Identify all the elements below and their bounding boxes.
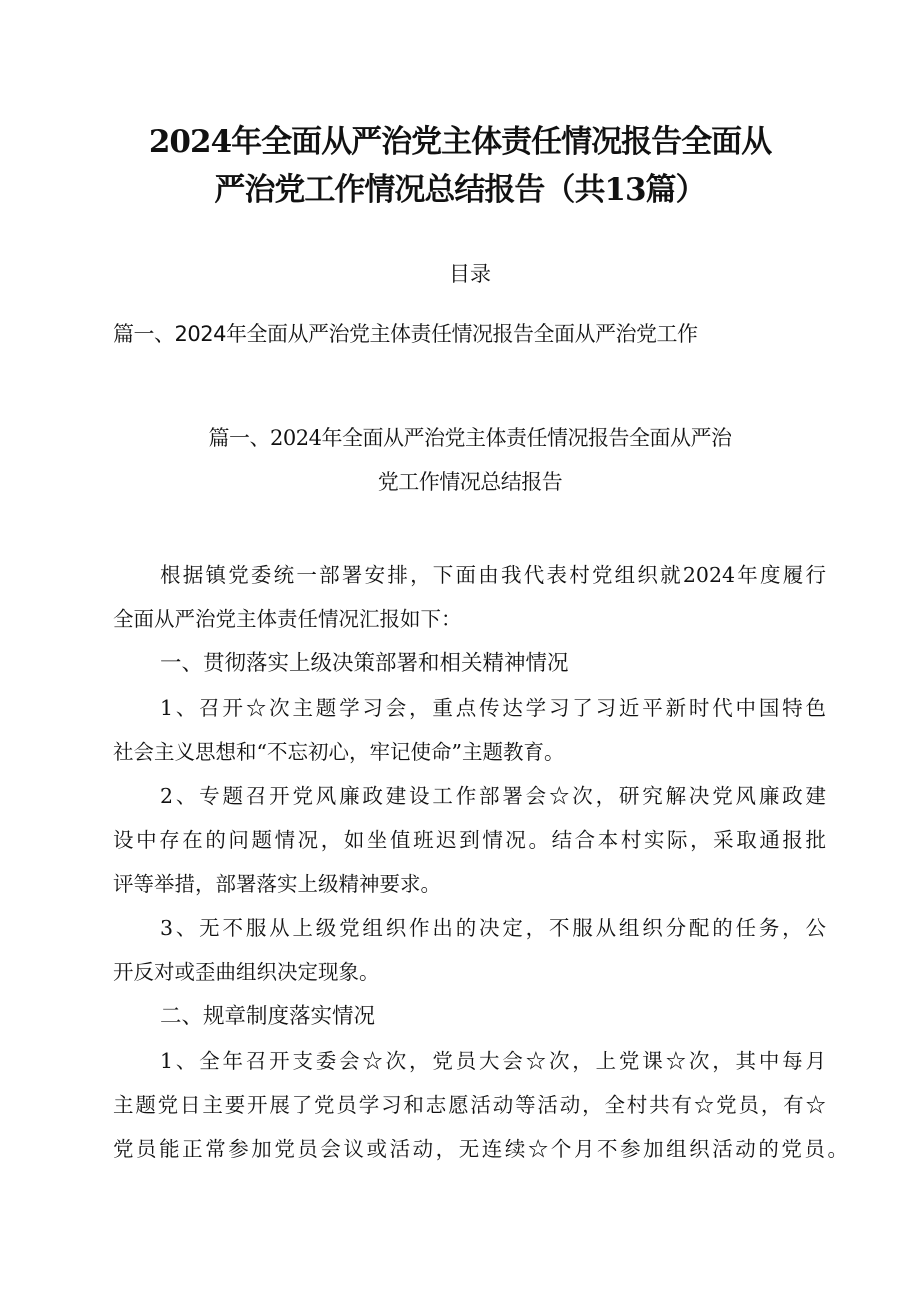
section-heading: 二、规章制度落实情况 xyxy=(160,1004,376,1029)
section-title-line-2: 党工作情况总结报告 xyxy=(377,470,563,494)
paragraph-line: 党员能正常参加党员会议或活动，无连续☆个月不参加组织活动的党员。 xyxy=(113,1137,848,1161)
paragraph-line: 主题党日主要开展了党员学习和志愿活动等活动，全村共有☆党员，有☆ xyxy=(113,1093,826,1117)
document-title-line-2: 严治党工作情况总结报告（共13篇） xyxy=(214,172,706,208)
paragraph-line: 1、召开☆次主题学习会，重点传达学习了习近平新时代中国特色 xyxy=(160,696,826,720)
document-title-line-1: 2024年全面从严治党主体责任情况报告全面从 xyxy=(148,124,772,160)
paragraph-line: 评等举措，部署落实上级精神要求。 xyxy=(113,872,441,896)
paragraph-line: 3、无不服从上级党组织作出的决定，不服从组织分配的任务，公 xyxy=(160,916,826,940)
paragraph-line: 设中存在的问题情况，如坐值班迟到情况。结合本村实际，采取通报批 xyxy=(113,828,826,852)
toc-item[interactable]: 篇一、2024年全面从严治党主体责任情况报告全面从严治党工作 xyxy=(113,322,698,346)
paragraph-line: 1、全年召开支委会☆次，党员大会☆次，上党课☆次，其中每月 xyxy=(160,1049,826,1073)
paragraph-line: 根据镇党委统一部署安排，下面由我代表村党组织就2024年度履行 xyxy=(160,563,826,587)
paragraph-line: 2、专题召开党风廉政建设工作部署会☆次，研究解决党风廉政建 xyxy=(160,784,826,808)
paragraph-line: 开反对或歪曲组织决定现象。 xyxy=(113,960,380,984)
toc-heading: 目录 xyxy=(449,262,491,286)
section-heading: 一、贯彻落实上级决策部署和相关精神情况 xyxy=(160,651,569,676)
section-title-line-1: 篇一、2024年全面从严治党主体责任情况报告全面从严治 xyxy=(208,426,732,450)
paragraph-line: 全面从严治党主体责任情况汇报如下： xyxy=(113,607,462,631)
paragraph-line: 社会主义思想和“不忘初心，牢记使命”主题教育。 xyxy=(113,740,565,764)
